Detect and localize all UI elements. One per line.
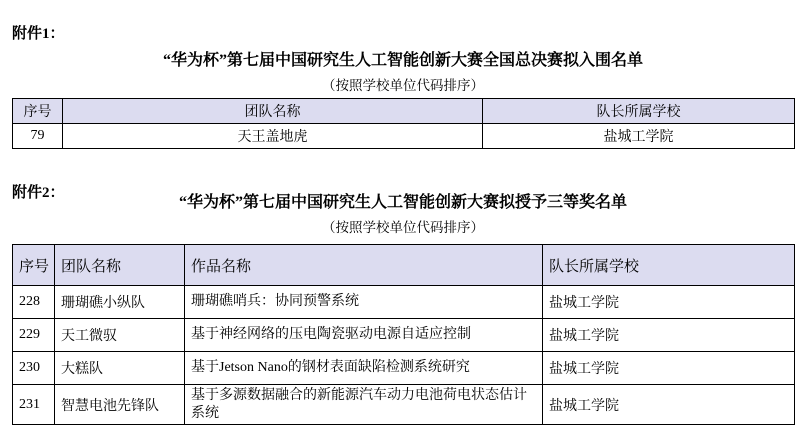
cell-index: 79 [13,124,63,149]
attachment-2-table [12,244,795,425]
cell-work-name: 基于多源数据融合的新能源汽车动力电池荷电状态估计系统 [185,385,543,425]
attachment-2-title: “华为杯”第七届中国研究生人工智能创新大赛拟授予三等奖名单 [178,194,627,211]
cell-work-name: 珊瑚礁哨兵：协同预警系统 [185,286,543,319]
table-row [13,319,795,352]
attachment-1-subtitle: （按照学校单位代码排序） [322,78,484,93]
column-header-school: 队长所属学校 [543,245,795,286]
cell-work-name: 基于神经网络的压电陶瓷驱动电源自适应控制 [185,319,543,352]
column-header-school: 队长所属学校 [483,99,795,124]
cell-school: 盐城工学院 [543,385,795,425]
cell-school: 盐城工学院 [543,352,795,385]
attachment-1-table-container [12,98,794,149]
cell-school: 盐城工学院 [543,286,795,319]
column-header-team-name: 团队名称 [63,99,483,124]
table-header-row [13,245,795,286]
attachment-2-subtitle: （按照学校单位代码排序） [322,220,484,235]
cell-index: 230 [13,352,55,385]
cell-index: 228 [13,286,55,319]
cell-work-name: 基于Jetson Nano的钢材表面缺陷检测系统研究 [185,352,543,385]
attachment-1-title: “华为杯”第七届中国研究生人工智能创新大赛全国总决赛拟入围名单 [162,52,643,69]
cell-school: 盐城工学院 [543,319,795,352]
attachment-2-label: 附件2： [12,185,65,201]
attachment-1-table [12,98,795,149]
column-header-work-name: 作品名称 [185,245,543,286]
column-header-index: 序号 [13,245,55,286]
cell-team-name: 天工微驭 [55,319,185,352]
cell-team-name: 大糕队 [55,352,185,385]
attachment-2-table-container [12,244,794,425]
column-header-team-name: 团队名称 [55,245,185,286]
table-row [13,352,795,385]
attachment-1-label: 附件1： [12,26,65,42]
table-row [13,124,795,149]
cell-team-name: 智慧电池先锋队 [55,385,185,425]
cell-index: 231 [13,385,55,425]
column-header-index: 序号 [13,99,63,124]
cell-index: 229 [13,319,55,352]
cell-team-name: 天王盖地虎 [63,124,483,149]
table-header-row [13,99,795,124]
table-row [13,286,795,319]
cell-school: 盐城工学院 [483,124,795,149]
cell-team-name: 珊瑚礁小纵队 [55,286,185,319]
